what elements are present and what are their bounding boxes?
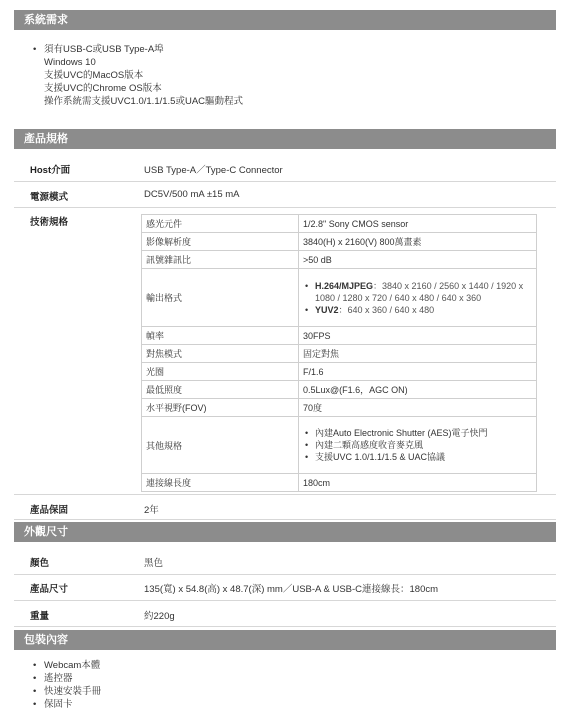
list-item: • 保固卡 xyxy=(30,698,101,711)
format-name: H.264/MJPEG xyxy=(315,280,374,291)
tech-spec-table xyxy=(141,214,537,492)
table-row xyxy=(142,233,537,251)
list-item: • 遙控器 xyxy=(30,672,101,685)
output-format-list xyxy=(303,280,532,316)
table-row xyxy=(142,251,537,269)
spec-value: 約220g xyxy=(144,611,175,622)
package-contents-list xyxy=(30,659,101,711)
spec-label: Host介面 xyxy=(30,165,71,176)
table-cell-value: 0.5Lux@(F1.6，AGC ON) xyxy=(299,381,537,399)
spec-value: 2年 xyxy=(144,505,159,516)
section-header-dimensions: 外觀尺寸 xyxy=(14,522,556,542)
table-cell-value: 30FPS xyxy=(299,327,537,345)
table-cell-value: 固定對焦 xyxy=(299,345,537,363)
spec-row-size xyxy=(14,575,556,601)
table-cell-key: 感光元件 xyxy=(142,215,299,233)
list-item xyxy=(303,280,532,304)
spec-value: 黑色 xyxy=(144,558,164,569)
table-cell-value xyxy=(299,417,537,474)
other-specs-list xyxy=(303,427,532,463)
spec-value: DC5V/500 mA ±15 mA xyxy=(144,189,240,200)
table-cell-key: 訊號雜訊比 xyxy=(142,251,299,269)
list-item: 支援UVC的Chrome OS版本 xyxy=(44,83,162,94)
spec-value: 135(寬) x 54.8(高) x 48.7(深) mm／USB-A & USB-C連接線長：180cm xyxy=(144,584,439,595)
section-header-package: 包裝內容 xyxy=(14,630,556,650)
list-item: 支援UVC的MacOS版本 xyxy=(44,70,144,81)
table-cell-value: 70度 xyxy=(299,399,537,417)
spec-label: 重量 xyxy=(30,611,50,622)
table-row xyxy=(142,417,537,474)
spec-label: 產品尺寸 xyxy=(30,584,69,595)
section-header-system: 系統需求 xyxy=(14,10,556,30)
spec-label: 產品保固 xyxy=(30,505,69,516)
list-item: • 內建Auto Electronic Shutter (AES)電子快門 xyxy=(303,427,532,439)
table-cell-key: 其他規格 xyxy=(142,417,299,474)
format-name: YUV2 xyxy=(315,304,339,315)
table-cell-key: 連接線長度 xyxy=(142,474,299,492)
list-item: • 內建二顆高感度收音麥克風 xyxy=(303,439,532,451)
table-cell-value: 3840(H) x 2160(V) 800萬畫素 xyxy=(299,233,537,251)
table-row xyxy=(142,269,537,327)
table-row xyxy=(142,399,537,417)
list-item xyxy=(303,304,532,316)
list-item: • 須有USB-C或USB Type-A埠 xyxy=(30,43,243,56)
table-row xyxy=(142,345,537,363)
table-cell-key: 輸出格式 xyxy=(142,269,299,327)
table-row xyxy=(142,381,537,399)
table-cell-key: 對焦模式 xyxy=(142,345,299,363)
spec-label: 電源模式 xyxy=(30,192,69,203)
table-cell-value: >50 dB xyxy=(299,251,537,269)
spec-row-weight xyxy=(14,601,556,627)
table-cell-key: 最低照度 xyxy=(142,381,299,399)
table-cell-value xyxy=(299,269,537,327)
spec-label: 顏色 xyxy=(30,558,50,569)
table-cell-key: 影像解析度 xyxy=(142,233,299,251)
table-cell-value: 180cm xyxy=(299,474,537,492)
system-requirements-list xyxy=(30,43,243,108)
spec-row-host xyxy=(14,152,556,182)
table-row xyxy=(142,363,537,381)
table-cell-value: 1/2.8" Sony CMOS sensor xyxy=(299,215,537,233)
spec-value: USB Type-A／Type-C Connector xyxy=(144,165,283,176)
section-header-specs: 產品規格 xyxy=(14,129,556,149)
table-row xyxy=(142,215,537,233)
table-cell-key: 幀率 xyxy=(142,327,299,345)
list-item: • Webcam本體 xyxy=(30,659,101,672)
list-item: • 支援UVC 1.0/1.1/1.5 & UAC協議 xyxy=(303,451,532,463)
list-item: Windows 10 xyxy=(44,57,96,68)
table-row xyxy=(142,327,537,345)
list-item: 操作系統需支援UVC1.0/1.1/1.5或UAC驅動程式 xyxy=(44,96,244,107)
spec-row-color xyxy=(14,545,556,575)
table-cell-key: 光圈 xyxy=(142,363,299,381)
table-row xyxy=(142,474,537,492)
spec-label: 技術規格 xyxy=(30,217,69,228)
format-resolutions: ：640 x 360 / 640 x 480 xyxy=(338,304,435,315)
list-item: • 快速安裝手冊 xyxy=(30,685,101,698)
table-cell-key: 水平視野(FOV) xyxy=(142,399,299,417)
table-cell-value: F/1.6 xyxy=(299,363,537,381)
spec-row-power xyxy=(14,182,556,208)
spec-row-warranty xyxy=(14,495,556,520)
format-resolutions: ：3840 x 2160 / 2560 x 1440 / 1920 x 1080 / 1280 x 720 / 640 x 480 / 640 x 360 xyxy=(315,280,524,303)
